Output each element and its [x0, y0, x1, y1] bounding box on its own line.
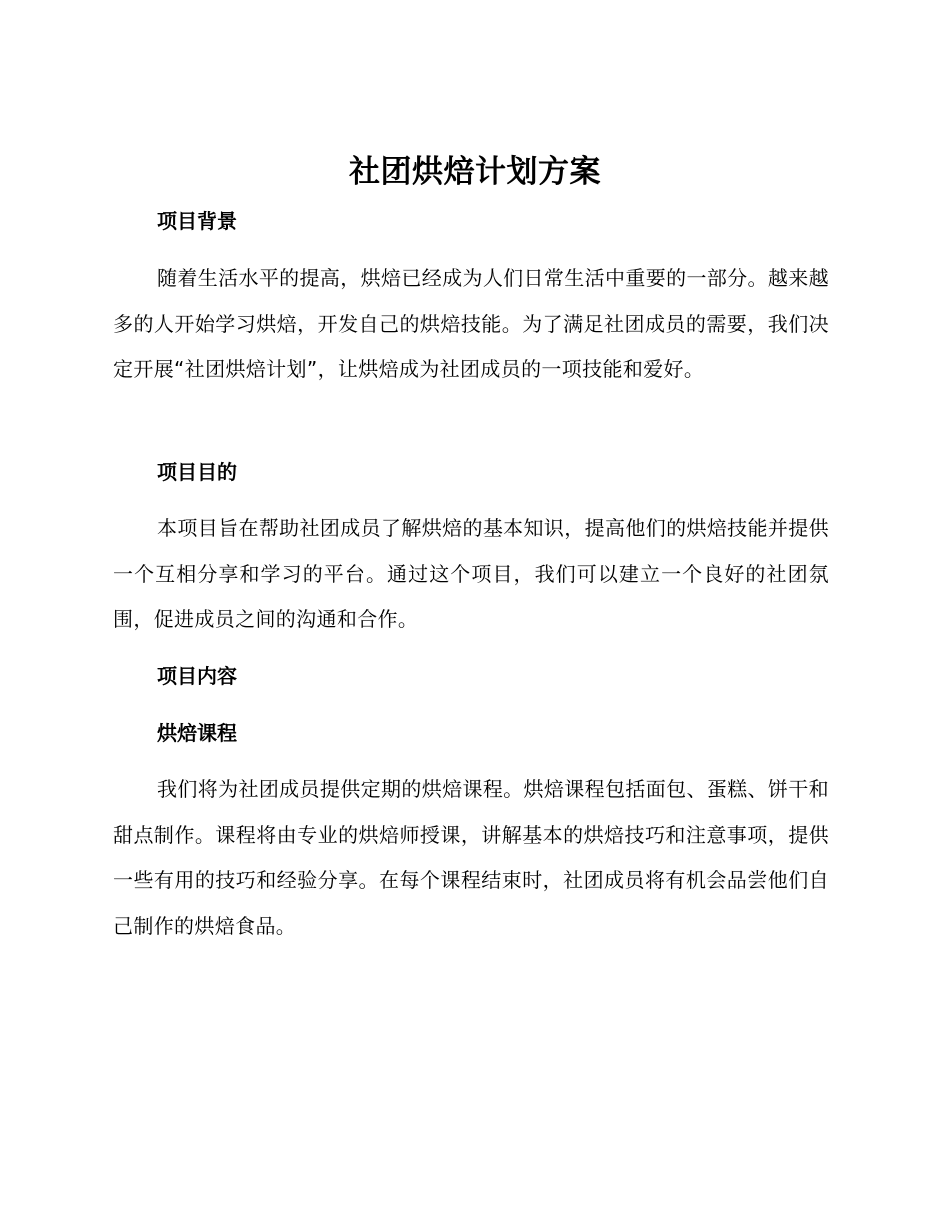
section-heading-baking-course: 烘焙课程	[157, 721, 237, 745]
section-paragraph-background: 随着生活水平的提高，烘焙已经成为人们日常生活中重要的一部分。越来越多的人开始学习烘焙，开发自己的烘焙技能。为了满足社团成员的需要，我们决定开展“社团烘焙计划”，让烘焙成为社团成员的一项技能和爱好。	[113, 266, 829, 381]
section-heading-background: 项目背景	[157, 209, 237, 233]
section-heading-content: 项目内容	[157, 664, 237, 688]
section-heading-purpose: 项目目的	[157, 460, 237, 484]
section-paragraph-baking-course: 我们将为社团成员提供定期的烘焙课程。烘焙课程包括面包、蛋糕、饼干和甜点制作。课程将由专业的烘焙师授课，讲解基本的烘焙技巧和注意事项，提供一些有用的技巧和经验分享。在每个课程结束时，社团成员将有机会品尝他们自己制作的烘焙食品。	[113, 777, 829, 938]
document-title: 社团烘焙计划方案	[349, 154, 601, 190]
section-paragraph-purpose: 本项目旨在帮助社团成员了解烘焙的基本知识，提高他们的烘焙技能并提供一个互相分享和学习的平台。通过这个项目，我们可以建立一个良好的社团氛围，促进成员之间的沟通和合作。	[113, 516, 829, 631]
